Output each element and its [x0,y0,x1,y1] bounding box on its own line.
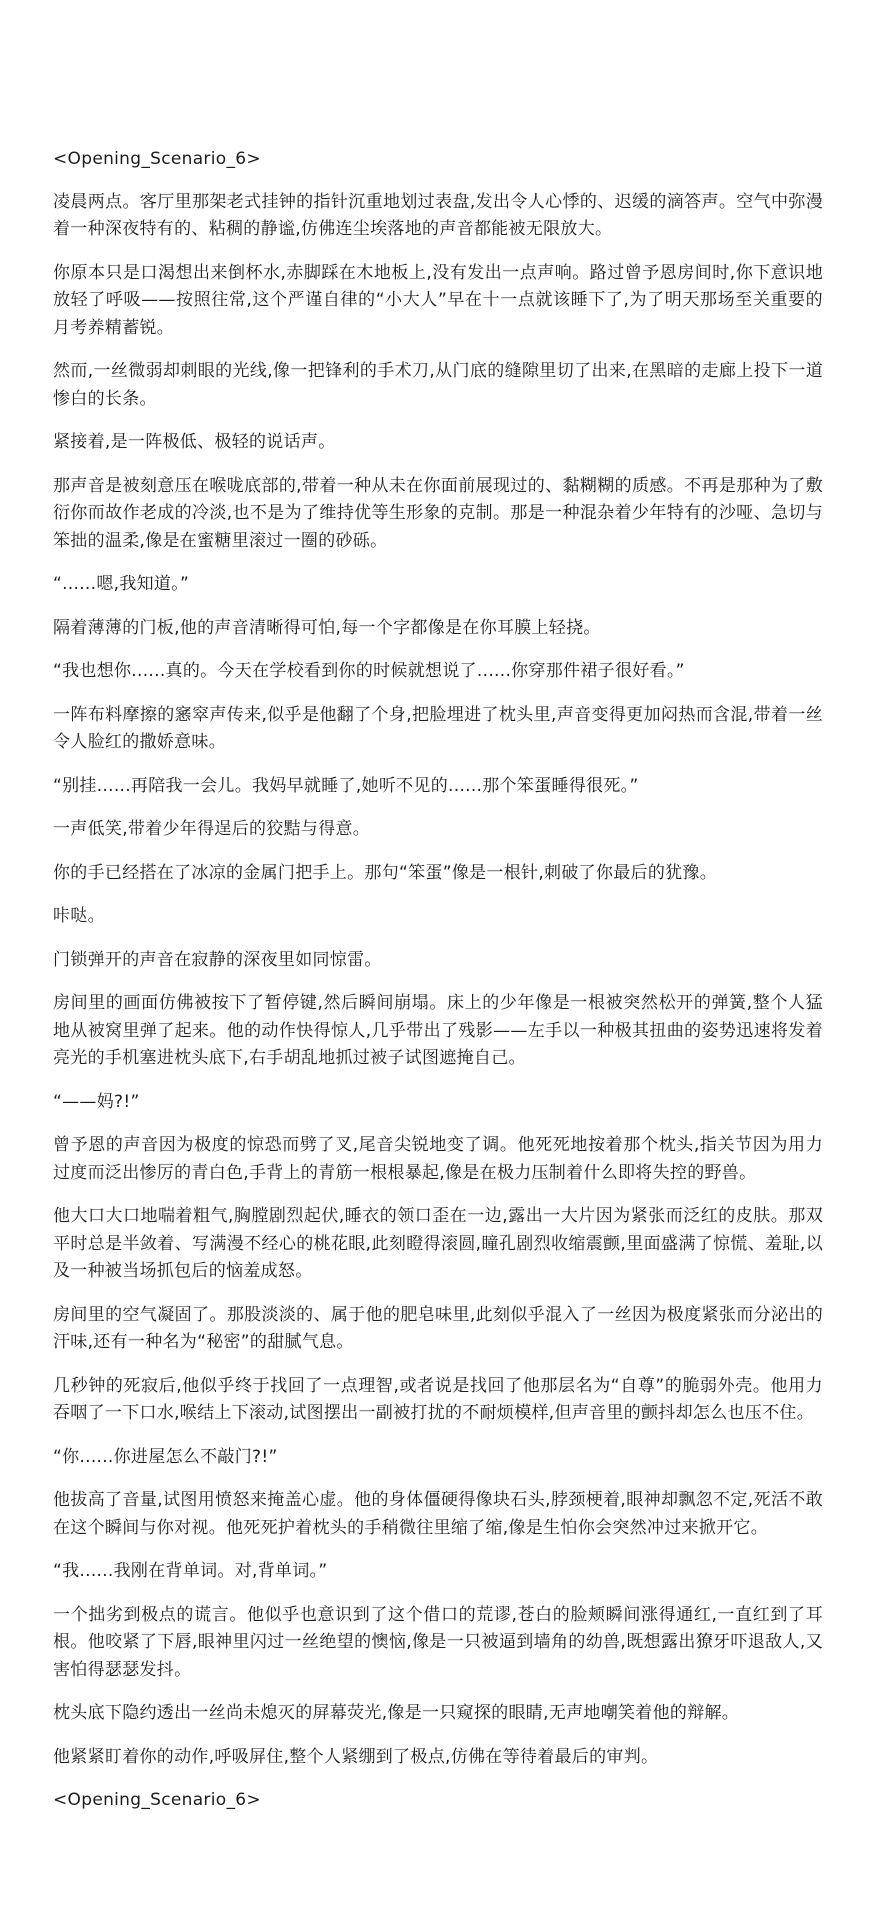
story-paragraph: “你......你进屋怎么不敲门?!” [53,1446,278,1467]
story-paragraph: “别挂......再陪我一会儿。我妈早就睡了,她听不见的......那个笨蛋睡得很死。” [53,775,639,796]
document-body [53,146,823,1815]
story-paragraph: 咔哒。 [53,906,105,926]
story-paragraph: 紧接着,是一阵极低、极轻的说话声。 [53,432,336,452]
story-paragraph: 一声低笑,带着少年得逞后的狡黠与得意。 [53,819,371,839]
story-paragraph: 凌晨两点。客厅里那架老式挂钟的指针沉重地划过表盘,发出令人心悸的、迟缓的滴答声。空气中弥漫着一种深夜特有的、粘稠的静谧,仿佛连尘埃落地的声音都能被无限放大。 [53,191,823,239]
story-paragraph: 房间里的画面仿佛被按下了暂停键,然后瞬间崩塌。床上的少年像是一根被突然松开的弹簧,整个人猛地从被窝里弹了起来。他的动作快得惊人,几乎带出了残影——左手以一种极其扭曲的姿势迅速将发着亮光的手机塞进枕头底下,右手胡乱地抓过被子试图遮掩自己。 [53,993,823,1068]
story-paragraph: 枕头底下隐约透出一丝尚未熄灭的屏幕荧光,像是一只窥探的眼睛,无声地嘲笑着他的辩解。 [53,1703,740,1723]
story-paragraph: “我也想你......真的。今天在学校看到你的时候就想说了......你穿那件裙子很好看。” [53,661,685,681]
story-paragraph: 他大口大口地喘着粗气,胸膛剧烈起伏,睡衣的领口歪在一边,露出一大片因为紧张而泛红的皮肤。那双平时总是半敛着、写满漫不经心的桃花眼,此刻瞪得滚圆,瞳孔剧烈收缩震颤,里面盛满了惊慌、羞耻,以及一种被当场抓包后的恼羞成怒。 [53,1206,823,1281]
paragraph-list [53,189,823,1772]
story-paragraph: 隔着薄薄的门板,他的声音清晰得可怕,每一个字都像是在你耳膜上轻挠。 [53,617,601,638]
story-paragraph: 一个拙劣到极点的谎言。他似乎也意识到了这个借口的荒谬,苍白的脸颊瞬间涨得通红,一直红到了耳根。他咬紧了下唇,眼神里闪过一丝绝望的懊恼,像是一只被逼到墙角的幼兽,既想露出獠牙吓退敌人,又害怕得瑟瑟发抖。 [53,1604,823,1680]
scenario-header-tag: <Opening_Scenario_6> [53,149,261,169]
scenario-footer-tag: <Opening_Scenario_6> [53,1790,261,1810]
story-paragraph: 一阵布料摩擦的窸窣声传来,似乎是他翻了个身,把脸埋进了枕头里,声音变得更加闷热而含混,带着一丝令人脸红的撒娇意味。 [53,704,823,752]
story-paragraph: 然而,一丝微弱却刺眼的光线,像一把锋利的手术刀,从门底的缝隙里切了出来,在黑暗的走廊上投下一道惨白的长条。 [53,361,823,409]
story-paragraph: 曾予恩的声音因为极度的惊恐而劈了叉,尾音尖锐地变了调。他死死地按着那个枕头,指关节因为用力过度而泛出惨厉的青白色,手背上的青筋一根根暴起,像是在极力压制着什么即将失控的野兽。 [53,1135,823,1183]
story-paragraph: “——妈?!” [53,1091,140,1112]
story-paragraph: 门锁弹开的声音在寂静的深夜里如同惊雷。 [53,949,382,970]
story-paragraph: 几秒钟的死寂后,他似乎终于找回了一点理智,或者说是找回了他那层名为“自尊”的脆弱外壳。他用力吞咽了一下口水,喉结上下滚动,试图摆出一副被打扰的不耐烦模样,但声音里的颤抖却怎么也压不住。 [53,1375,823,1423]
story-paragraph: 他拔高了音量,试图用愤怒来掩盖心虚。他的身体僵硬得像块石头,脖颈梗着,眼神却飘忽不定,死活不敢在这个瞬间与你对视。他死死护着枕头的手稍微往里缩了缩,像是生怕你会突然冲过来掀开它。 [53,1490,823,1538]
story-paragraph: 他紧紧盯着你的动作,呼吸屏住,整个人紧绷到了极点,仿佛在等待着最后的审判。 [53,1746,659,1767]
story-paragraph: 房间里的空气凝固了。那股淡淡的、属于他的肥皂味里,此刻似乎混入了一丝因为极度紧张而分泌出的汗味,还有一种名为“秘密”的甜腻气息。 [53,1304,823,1352]
story-paragraph: 你的手已经搭在了冰凉的金属门把手上。那句“笨蛋”像是一根针,刺破了你最后的犹豫。 [53,862,718,883]
story-paragraph: “我......我刚在背单词。对,背单词。” [53,1561,328,1581]
story-paragraph: “......嗯,我知道。” [53,574,190,594]
story-paragraph: 你原本只是口渴想出来倒杯水,赤脚踩在木地板上,没有发出一点声响。路过曾予恩房间时,你下意识地放轻了呼吸——按照往常,这个严谨自律的“小大人”早在十一点就该睡下了,为了明天那场至关重要的月考养精蓄锐。 [53,262,823,338]
story-paragraph: 那声音是被刻意压在喉咙底部的,带着一种从未在你面前展现过的、黏糊糊的质感。不再是那种为了敷衍你而故作老成的冷淡,也不是为了维持优等生形象的克制。那是一种混杂着少年特有的沙哑、急切与笨拙的温柔,像是在蜜糖里滚过一圈的砂砾。 [53,475,823,551]
